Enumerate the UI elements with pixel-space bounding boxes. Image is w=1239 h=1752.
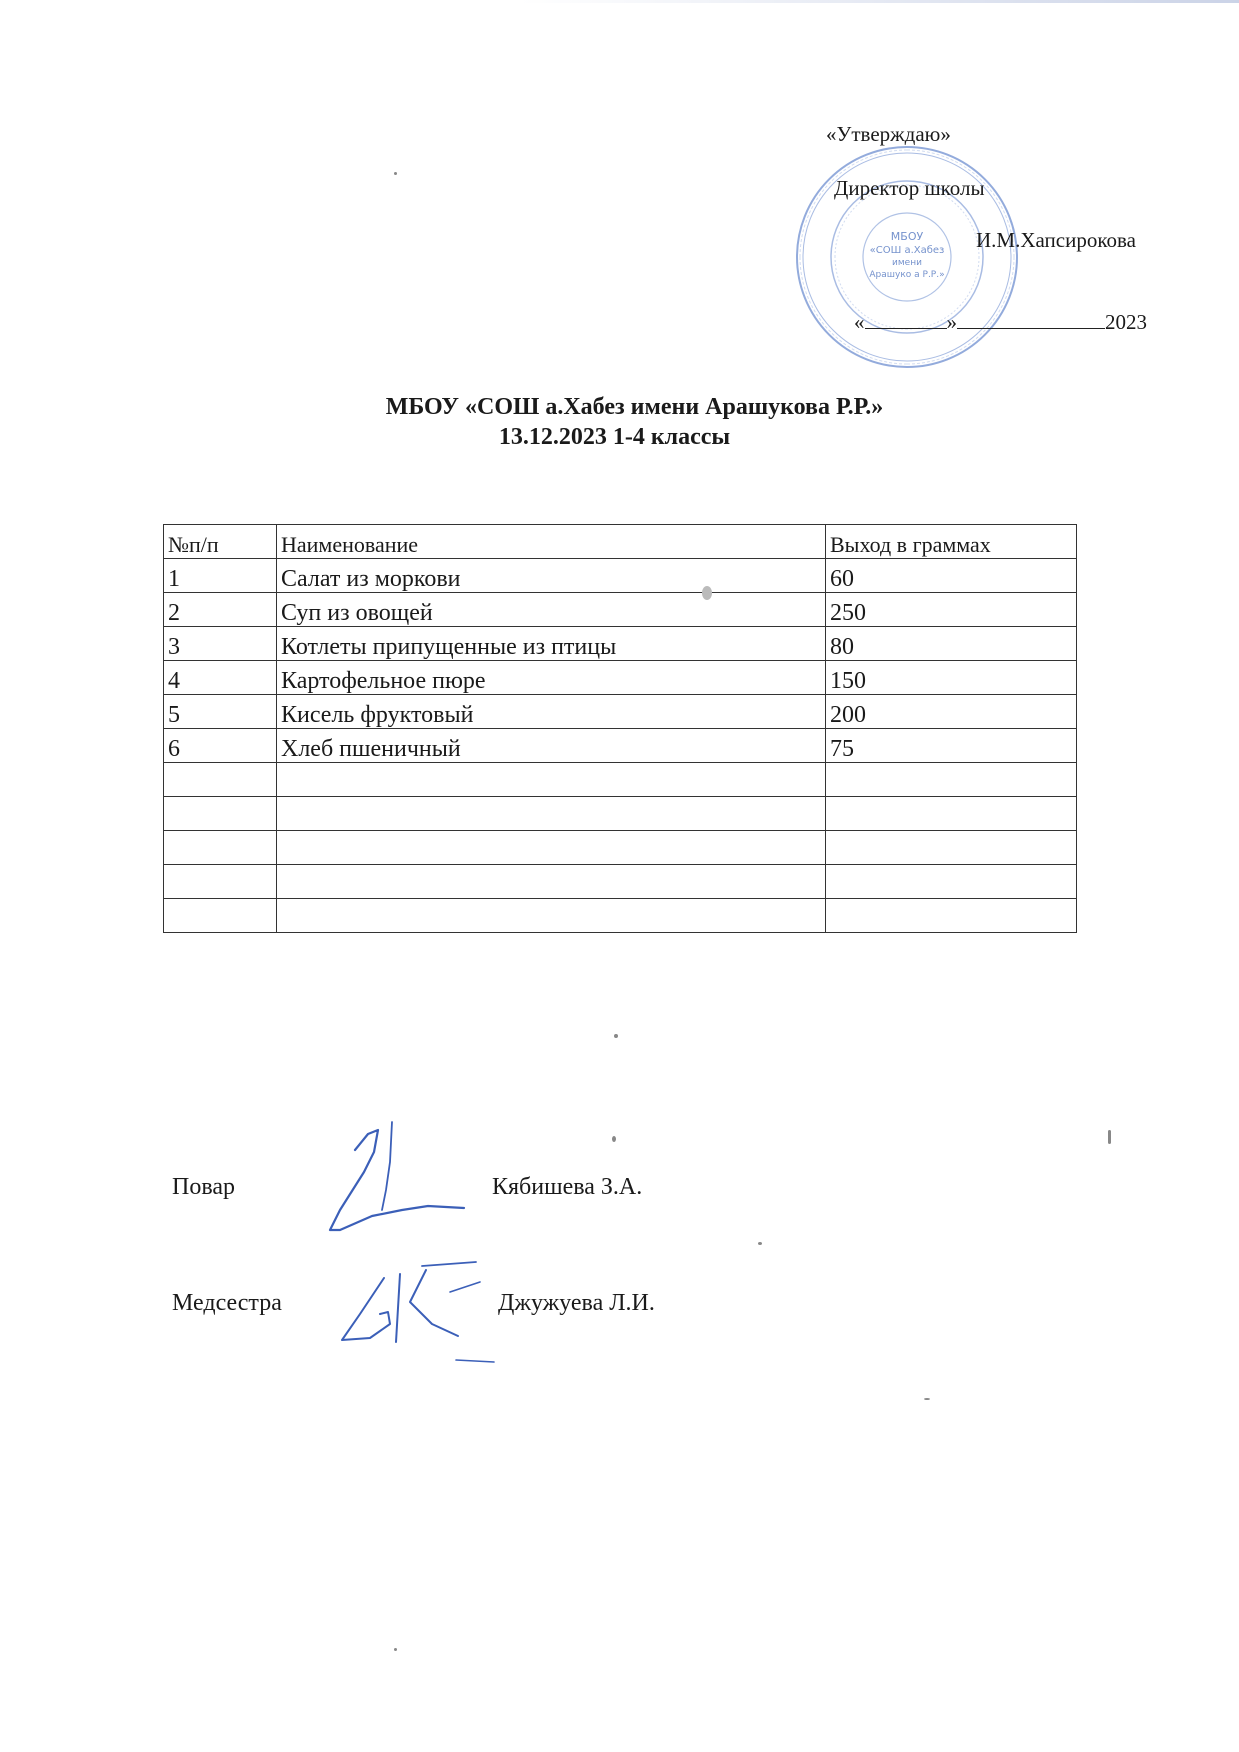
scan-speck	[758, 1242, 762, 1245]
cell-dish	[277, 763, 826, 797]
cell-number	[164, 899, 277, 933]
table-row	[164, 593, 1077, 627]
cell-dish	[277, 831, 826, 865]
cell-yield	[826, 899, 1077, 933]
scan-speck	[702, 586, 712, 600]
cell-yield: 75	[826, 729, 1077, 763]
date-close-quote: »	[946, 310, 957, 334]
scan-speck	[1108, 1130, 1111, 1144]
table-row	[164, 661, 1077, 695]
table-row-empty	[164, 865, 1077, 899]
cell-number	[164, 763, 277, 797]
stamp-text-3: имени	[892, 258, 922, 268]
cell-dish: Суп из овощей	[277, 593, 826, 627]
cell-dish: Кисель фруктовый	[277, 695, 826, 729]
cell-dish: Хлеб пшеничный	[277, 729, 826, 763]
cell-number: 6	[164, 729, 277, 763]
cell-number: 4	[164, 661, 277, 695]
scan-speck	[394, 172, 397, 175]
cell-yield: 150	[826, 661, 1077, 695]
cell-dish	[277, 797, 826, 831]
cell-yield	[826, 831, 1077, 865]
cook-signature	[300, 1118, 470, 1258]
header-number: №п/п	[164, 525, 277, 559]
stamp-text-4: Арашуко а Р.Р.»	[869, 270, 945, 280]
approval-director-name: И.М.Хапсирокова	[976, 228, 1136, 252]
date-day-blank	[865, 310, 947, 329]
approval-block	[0, 0, 1239, 360]
scan-speck	[612, 1136, 616, 1142]
cell-yield: 200	[826, 695, 1077, 729]
cell-number: 2	[164, 593, 277, 627]
menu-date-line: 13.12.2023 1-4 классы	[498, 424, 731, 450]
table-row	[164, 559, 1077, 593]
stamp-text-1: МБОУ	[890, 230, 924, 243]
cell-number: 1	[164, 559, 277, 593]
cell-dish: Салат из моркови	[277, 559, 826, 593]
menu-table	[163, 524, 1077, 933]
table-row	[164, 627, 1077, 661]
cell-number	[164, 797, 277, 831]
cell-yield: 80	[826, 627, 1077, 661]
cell-dish	[277, 865, 826, 899]
cell-number: 5	[164, 695, 277, 729]
table-row	[164, 729, 1077, 763]
nurse-name: Джужуева Л.И.	[498, 1290, 655, 1316]
cell-number: 3	[164, 627, 277, 661]
table-row-empty	[164, 797, 1077, 831]
table-row-empty	[164, 763, 1077, 797]
table-header-row	[164, 525, 1077, 559]
date-open-quote: «	[854, 310, 865, 334]
cell-dish	[277, 899, 826, 933]
cell-yield: 250	[826, 593, 1077, 627]
date-month-blank	[957, 310, 1105, 329]
cell-dish: Котлеты припущенные из птицы	[277, 627, 826, 661]
table-row-empty	[164, 831, 1077, 865]
cell-number	[164, 831, 277, 865]
approval-date	[854, 310, 1147, 335]
scan-speck	[394, 1648, 397, 1651]
date-year: 2023	[1105, 310, 1147, 334]
approval-title: «Утверждаю»	[826, 122, 951, 146]
cell-dish: Картофельное пюре	[277, 661, 826, 695]
document-heading	[0, 392, 1239, 452]
cell-yield	[826, 865, 1077, 899]
cook-role: Повар	[172, 1174, 235, 1200]
school-title: МБОУ «СОШ а.Хабез имени Арашукова Р.Р.»	[385, 394, 884, 420]
header-dish: Наименование	[277, 525, 826, 559]
nurse-signature	[330, 1252, 510, 1382]
scan-speck	[614, 1034, 618, 1038]
cell-yield	[826, 797, 1077, 831]
approval-role: Директор школы	[834, 176, 985, 200]
table-row	[164, 695, 1077, 729]
scan-speck	[924, 1398, 930, 1400]
cell-yield	[826, 763, 1077, 797]
cook-name: Кябишева З.А.	[492, 1174, 643, 1200]
table-row-empty	[164, 899, 1077, 933]
cell-number	[164, 865, 277, 899]
nurse-role: Медсестра	[172, 1290, 282, 1316]
stamp-text-2: «СОШ а.Хабез	[869, 245, 945, 256]
cell-yield: 60	[826, 559, 1077, 593]
header-yield: Выход в граммах	[826, 525, 1077, 559]
